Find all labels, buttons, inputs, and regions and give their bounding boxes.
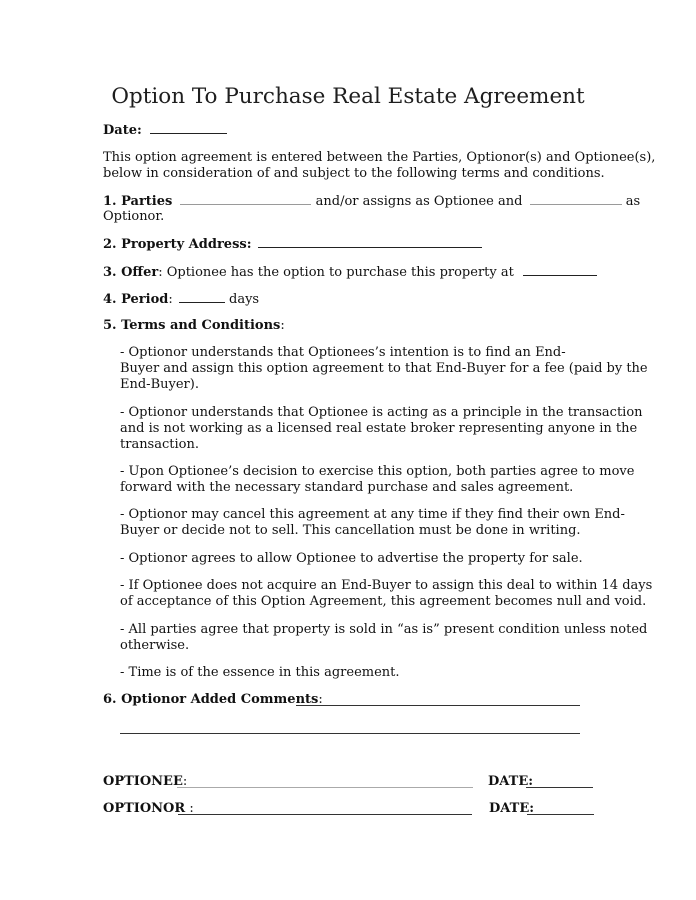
document-title: Option To Purchase Real Estate Agreement (111, 84, 585, 109)
optionee-date-label: DATE: (488, 774, 534, 789)
term-7-line-2: otherwise. (120, 638, 190, 653)
section-terms (103, 318, 603, 334)
section-period (103, 291, 603, 308)
term-2-line-1: - Optionor understands that Optionee is acting as a principle in the transaction (120, 405, 643, 420)
comments-blank-line-1[interactable] (296, 705, 580, 706)
section-property-address (103, 236, 603, 253)
optionee-date-line[interactable] (526, 787, 593, 788)
optionee-colon: : (182, 774, 188, 789)
parties-end-text: as (625, 194, 641, 209)
intro-line-2: below in consideration of and subject to the following terms and conditions. (103, 166, 605, 181)
offer-text: : Optionee has the option to purchase this property at (158, 265, 514, 280)
date-row (103, 122, 603, 139)
optionor-label: OPTIONOR (103, 801, 186, 816)
term-7-line-1: - All parties agree that property is sold in “as is” present condition unless noted (120, 622, 648, 637)
offer-price-blank[interactable] (523, 264, 597, 276)
term-8-line-1: - Time is of the essence in this agreement. (120, 665, 400, 680)
term-1-line-2: Buyer and assign this option agreement to that End-Buyer for a fee (paid by the (120, 361, 648, 376)
date-blank[interactable] (150, 122, 227, 134)
property-address-blank[interactable] (258, 236, 482, 248)
period-colon: : (168, 292, 173, 307)
term-5-line-1: - Optionor agrees to allow Optionee to advertise the property for sale. (120, 551, 583, 566)
parties-line-2: Optionor. (103, 209, 165, 224)
term-2-line-2: and is not working as a licensed real estate broker representing anyone in the (120, 421, 638, 436)
optionee-label: OPTIONEE (103, 774, 183, 789)
period-days-text: days (229, 292, 260, 307)
date-label: Date: (103, 123, 142, 138)
term-4-line-2: Buyer or decide not to sell. This cancellation must be done in writing. (120, 523, 581, 538)
section-parties (103, 193, 641, 210)
optionee-name-blank[interactable] (180, 193, 311, 205)
comments-colon: : (318, 692, 323, 707)
term-6-line-1: - If Optionee does not acquire an End-Buyer to assign this deal to within 14 days (120, 578, 653, 593)
term-3-line-1: - Upon Optionee’s decision to exercise this option, both parties agree to move (120, 464, 635, 479)
period-days-blank[interactable] (179, 291, 225, 303)
terms-colon: : (280, 318, 285, 333)
optionor-date-label: DATE: (489, 801, 535, 816)
optionor-signature-line[interactable] (178, 814, 472, 815)
parties-label: 1. Parties (103, 194, 173, 209)
comments-label: 6. Optionor Added Comments (103, 692, 319, 707)
optionee-signature-row (103, 774, 187, 790)
term-1-line-3: End-Buyer). (120, 377, 199, 392)
optionor-date-line[interactable] (527, 814, 594, 815)
optionor-colon: : (185, 801, 194, 816)
optionee-signature-line[interactable] (177, 787, 473, 788)
parties-mid-text: and/or assigns as Optionee and (315, 194, 523, 209)
term-2-line-3: transaction. (120, 437, 199, 452)
comments-blank-line-2[interactable] (120, 733, 580, 734)
term-6-line-2: of acceptance of this Option Agreement, this agreement becomes null and void. (120, 594, 647, 609)
optionor-name-blank[interactable] (530, 193, 622, 205)
term-4-line-1: - Optionor may cancel this agreement at any time if they find their own End- (120, 507, 625, 522)
section-offer (103, 264, 603, 281)
intro-line-1: This option agreement is entered between the Parties, Optionor(s) and Optionee(s), (103, 150, 656, 165)
period-label: 4. Period (103, 292, 169, 307)
property-address-label: 2. Property Address: (103, 237, 252, 252)
offer-label: 3. Offer (103, 265, 159, 280)
terms-label: 5. Terms and Conditions (103, 318, 281, 333)
term-1-line-1: - Optionor understands that Optionees’s intention is to find an End- (120, 345, 566, 360)
term-3-line-2: forward with the necessary standard purchase and sales agreement. (120, 480, 574, 495)
